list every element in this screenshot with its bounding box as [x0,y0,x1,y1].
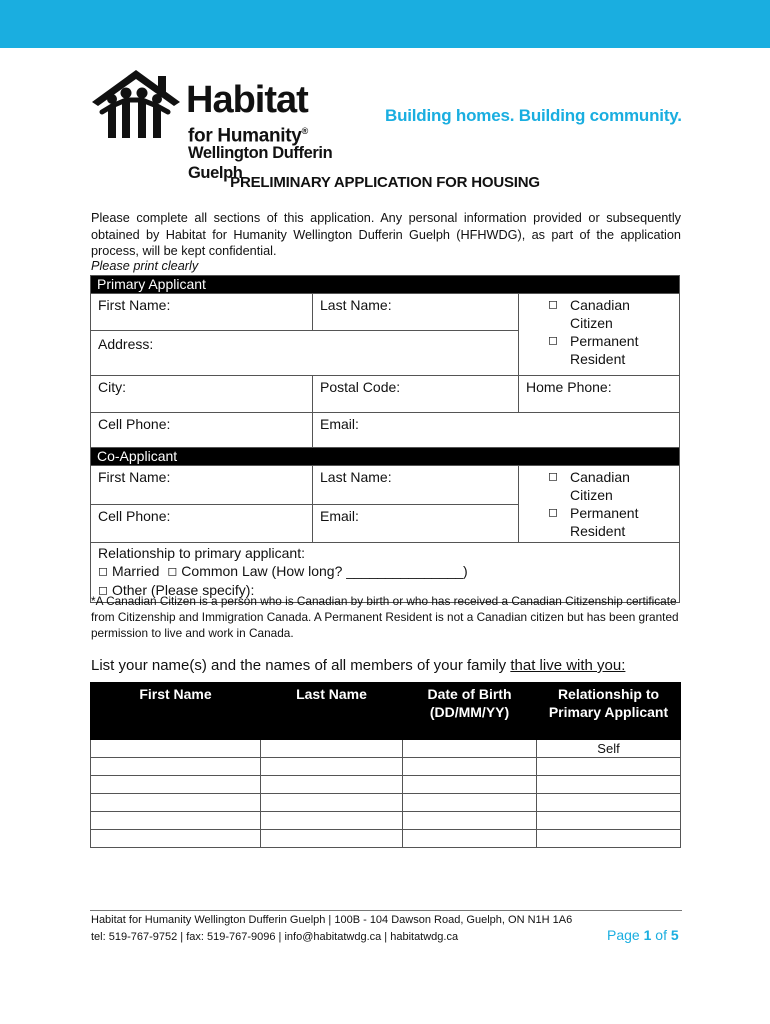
column-header-last-name: Last Name [261,683,403,740]
permanent-resident-label-2: Resident [570,351,626,367]
page-indicator [607,927,679,943]
co-canadian-citizen-checkbox[interactable]: ◻ [548,469,558,483]
common-law-checkbox[interactable]: ◻ [167,564,178,578]
married-label: Married [111,563,160,579]
table-cell[interactable] [91,776,261,794]
habitat-logo [90,66,380,182]
table-cell[interactable] [403,812,537,830]
table-cell[interactable] [537,758,681,776]
table-cell[interactable] [537,830,681,848]
tagline: Building homes. Building community. [385,106,682,125]
top-color-bar [0,0,770,48]
co-applicant-table [90,447,680,603]
footer-divider [90,910,682,911]
table-cell[interactable] [537,794,681,812]
other-label: Other (Please specify): [111,582,255,598]
table-cell[interactable] [261,812,403,830]
canadian-citizen-checkbox[interactable]: ◻ [548,297,558,311]
footer-address: Habitat for Humanity Wellington Dufferin Guelph | 100B - 104 Dawson Road, Guelph, ON N1H 1A6 [91,914,573,926]
permanent-resident-label: Permanent [570,333,639,349]
primary-city-field[interactable]: City: [91,376,313,413]
other-checkbox[interactable]: ◻ [98,583,108,597]
table-cell[interactable] [537,812,681,830]
table-cell[interactable] [537,776,681,794]
table-cell[interactable] [91,740,261,758]
primary-postal-code-field[interactable]: Postal Code: [313,376,519,413]
logo-subtitle: for Humanity® [188,125,308,147]
table-cell[interactable] [261,794,403,812]
table-row [91,794,681,812]
family-list-heading: List your name(s) and the names of all members of your family that live with you: [91,657,626,674]
table-cell[interactable] [403,776,537,794]
primary-last-name-field[interactable]: Last Name: [313,294,519,331]
co-cell-phone-field[interactable]: Cell Phone: [91,504,313,543]
table-row [91,812,681,830]
table-cell[interactable] [403,794,537,812]
primary-status-options [519,294,680,376]
table-cell[interactable]: Self [537,740,681,758]
co-canadian-citizen-label-2: Citizen [570,487,613,503]
page-word: Page [607,927,640,943]
co-first-name-field[interactable]: First Name: [91,466,313,505]
table-cell[interactable] [91,794,261,812]
table-row [91,776,681,794]
table-row [91,758,681,776]
co-permanent-resident-checkbox[interactable]: ◻ [548,505,558,519]
column-header-relationship: Relationship to Primary Applicant [537,683,681,740]
page-title: PRELIMINARY APPLICATION FOR HOUSING [230,174,540,191]
table-cell[interactable] [261,776,403,794]
table-cell[interactable] [403,740,537,758]
table-cell[interactable] [403,758,537,776]
co-last-name-field[interactable]: Last Name: [313,466,519,505]
permanent-resident-checkbox[interactable]: ◻ [548,333,558,347]
registered-mark: ® [301,126,308,136]
table-cell[interactable] [261,758,403,776]
married-checkbox[interactable]: ◻ [98,564,108,578]
logo-name: Habitat [186,79,308,121]
footer-contact: tel: 519-767-9752 | fax: 519-767-9096 | info@habitatwdg.ca | habitatwdg.ca [91,931,459,943]
table-row [91,830,681,848]
table-row [91,740,681,758]
table-cell[interactable] [91,830,261,848]
page-total: 5 [670,927,679,943]
co-email-field[interactable]: Email: [313,504,519,543]
family-heading-underlined: that live with you: [510,657,626,674]
column-header-first-name: First Name [91,683,261,740]
logo-affiliate: Wellington Dufferin Guelph [188,144,333,182]
primary-first-name-field[interactable]: First Name: [91,294,313,331]
co-permanent-resident-label: Permanent [570,505,639,521]
house-people-icon [90,66,186,142]
table-cell[interactable] [261,830,403,848]
primary-applicant-table [90,275,680,449]
co-permanent-resident-label-2: Resident [570,523,626,539]
co-status-options [519,466,680,543]
family-members-table [90,682,681,848]
citizenship-footnote: *A Canadian Citizen is a person who is Canadian by birth or who has received a Canadian Citizenship certificate from Citizenship and Immigration Canada. A Permanent Resident is not a Canadian citizen but has been granted permission to live and work in Canada. [91,594,679,640]
relationship-label: Relationship to primary applicant: [98,545,305,561]
page-of: of [655,927,667,943]
canadian-citizen-label-2: Citizen [570,315,613,331]
table-cell[interactable] [91,812,261,830]
co-applicant-header: Co-Applicant [91,448,680,466]
table-cell[interactable] [403,830,537,848]
intro-paragraph: Please complete all sections of this application. Any personal information provided or subsequently obtained by Habitat for Humanity Wellington Dufferin Guelph (HFHWDG), as part of the application process, will be kept confidential. [91,211,681,258]
common-law-label: Common Law (How long? _______________) [181,563,468,579]
table-cell[interactable] [91,758,261,776]
primary-cell-phone-field[interactable]: Cell Phone: [91,413,313,449]
primary-applicant-header: Primary Applicant [91,276,680,294]
primary-email-field[interactable]: Email: [313,413,680,449]
column-header-date-of-birth: Date of Birth (DD/MM/YY) [403,683,537,740]
print-clearly-note: Please print clearly [91,259,199,273]
page-current: 1 [643,927,652,943]
table-cell[interactable] [261,740,403,758]
canadian-citizen-label: Canadian [570,297,630,313]
primary-home-phone-field[interactable]: Home Phone: [519,376,680,413]
relationship-options-row [98,562,672,581]
co-canadian-citizen-label: Canadian [570,469,630,485]
primary-address-field[interactable]: Address: [91,331,519,376]
